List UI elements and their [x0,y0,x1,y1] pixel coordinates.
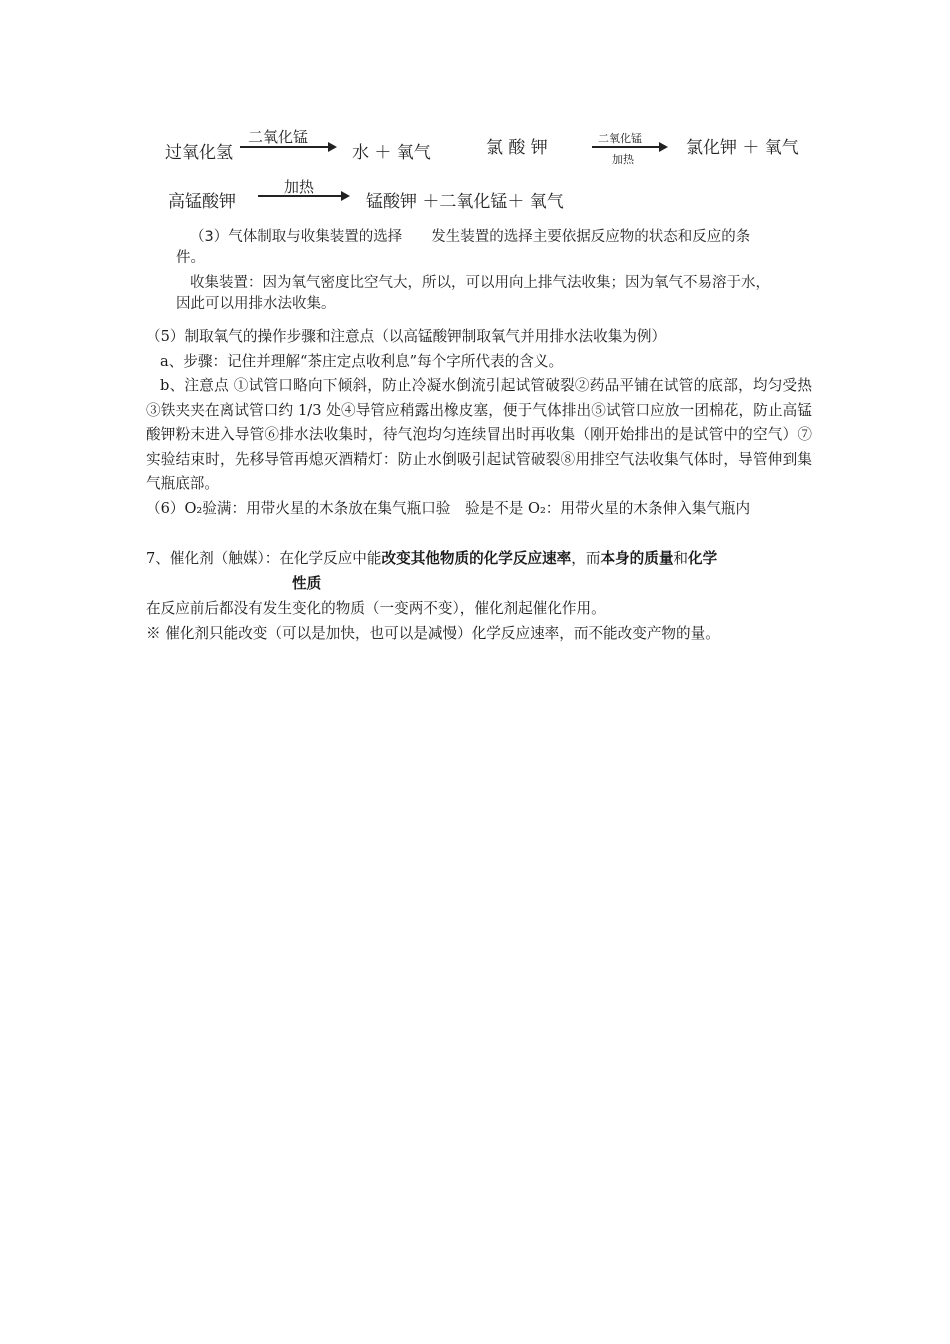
eq1-condition: 二氧化锰 [248,128,309,146]
eq3-reactant: 高锰酸钾 [168,192,236,212]
section7-bold-property: 性质 [292,575,322,592]
section7-note: ※ 催化剂只能改变（可以是加快，也可以是减慢）化学反应速率，而不能改变产物的量。 [146,625,720,642]
eq2-products: 氯化钾 ＋ 氧气 [686,138,799,158]
section6-text: （6）O₂验满：用带火星的木条放在集气瓶口验 验是不是 O₂：用带火星的木条伸入集气瓶内 [146,500,751,517]
section7-bold-mass: 本身的质量 [600,550,674,567]
section5-heading: （5）制取氧气的操作步骤和注意点（以高锰酸钾制取氧气并用排水法收集为例） [146,328,667,345]
eq3-condition: 加热 [284,178,315,196]
eq1-products: 水 ＋ 氧气 [352,143,431,163]
eq2-arrow [592,146,666,148]
eq1-reactant: 过氧化氢 [165,143,233,163]
section7-line3: 在反应前后都没有发生变化的物质（一变两不变），催化剂起催化作用。 [146,600,606,617]
eq2-reactant: 氯 酸 钾 [486,138,548,158]
collection-line2: 因此可以用排水法收集。 [176,296,336,312]
section7-mid1: ，而 [571,550,601,567]
section7-line1 [146,547,717,572]
apparatus-line2: 件。 [176,250,205,266]
section7-prefix: 7、催化剂（触媒）：在化学反应中能 [146,550,382,567]
section7-bold-chem: 化学 [688,550,718,567]
eq3-arrow [258,195,348,197]
eq1-arrow [240,146,335,148]
eq2-condition-bottom: 加热 [612,153,634,166]
section7-bold-rate: 改变其他物质的化学反应速率 [381,550,572,567]
eq2-condition-top: 二氧化锰 [598,132,642,145]
section5-step-b: b、注意点 ①试管口略向下倾斜，防止冷凝水倒流引起试管破裂②药品平铺在试管的底部，均匀受热③铁夹夹在离试管口约 1/3 处④导管应稍露出橡皮塞，便于气体排出⑤试管口应放一团棉花，防止高锰酸钾粉末进入导管⑥排水法收集时，待气泡均匀连续冒出时再收集（刚开始排出的是试管中的空气）⑦实验结束时，先移导管再熄灭酒精灯：防止水倒吸引起试管破裂⑧用排空气法收集气体时，导管伸到集气瓶底部。 [146,377,812,492]
collection-line1: 收集装置：因为氧气密度比空气大，所以，可以用向上排气法收集；因为氧气不易溶于水， [190,275,770,291]
section7-line2 [292,572,321,597]
section7-mid2: 和 [673,550,689,567]
eq3-products: 锰酸钾 ＋二氧化锰＋ 氧气 [366,192,564,212]
section5-step-a: a、步骤：记住并理解“茶庄定点收利息”每个字所代表的含义。 [160,353,564,370]
apparatus-line1: （3）气体制取与收集装置的选择 发生装置的选择主要依据反应物的状态和反应的条 [190,229,751,245]
